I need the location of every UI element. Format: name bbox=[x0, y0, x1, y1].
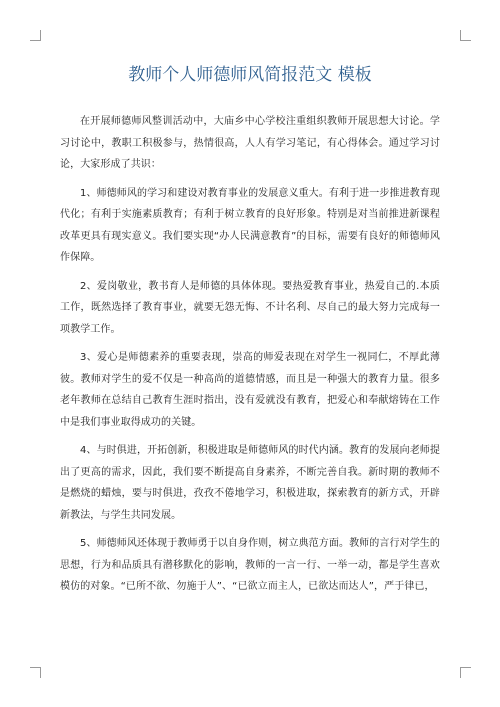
crop-mark-top-left bbox=[30, 30, 41, 41]
point-3-paragraph: 3、爱心是师德素养的重要表现，崇高的师爱表现在对学生一视同仁，不厚此薄彼。教师对学生的爱不仅是一种高尚的道德情感，而且是一种强大的教育力量。很多老年教师在总结自己教育生涯时指出，没有爱就没有教育，把爱心和奉献熔铸在工作中是我们事业取得成功的关键。 bbox=[60, 352, 440, 428]
document-page bbox=[60, 64, 440, 605]
crop-mark-bottom-left bbox=[30, 667, 41, 678]
point-2-paragraph: 2、爱岗敬业，教书育人是师德的具体体现。要热爱教育事业，热爱自己的.本质工作，既然选择了教育事业，就要无怨无悔、不计名利、尽自己的最大努力完成每一项教学工作。 bbox=[60, 280, 440, 335]
intro-paragraph: 在开展师德师风整训活动中，大庙乡中心学校注重组织教师开展思想大讨论。学习讨论中，教职工积极参与，热情很高，人人有学习笔记，有心得体会。通过学习讨论，大家形成了共识： bbox=[60, 116, 440, 170]
point-4-paragraph: 4、与时俱进，开拓创新，积极进取是师德师风的时代内涵。教育的发展向老师提出了更高的需求，因此，我们要不断提高自身素养，不断完善自我。新时期的教师不是燃烧的蜡烛，要与时俱进，孜孜不倦地学习，积极进取，探索教育的新方式，开辟新教法，与学生共同发展。 bbox=[60, 445, 440, 521]
point-5-paragraph: 5、师德师风还体现于教师勇于以自身作则，树立典范方面。教师的言行对学生的思想，行为和品质具有潜移默化的影响，教师的一言一行、一举一动，都是学生喜欢模仿的对象。“已所不欲、勿施于人”、“已欲立而主人，已欲达而达人”，严于律已， bbox=[60, 538, 440, 592]
crop-mark-bottom-right bbox=[460, 667, 471, 678]
point-1-paragraph: 1、师德师风的学习和建设对教育事业的发展意义重大。有利于进一步推进教育现代化；有利于实施素质教育；有利于树立教育的良好形象。特别是对当前推进新课程改革更具有现实意义。我们要实现“办人民满意教育”的目标，需要有良好的师德师风作保障。 bbox=[60, 187, 440, 263]
crop-mark-top-right bbox=[460, 30, 471, 41]
document-title: 教师个人师德师风简报范文 模板 bbox=[128, 65, 372, 85]
